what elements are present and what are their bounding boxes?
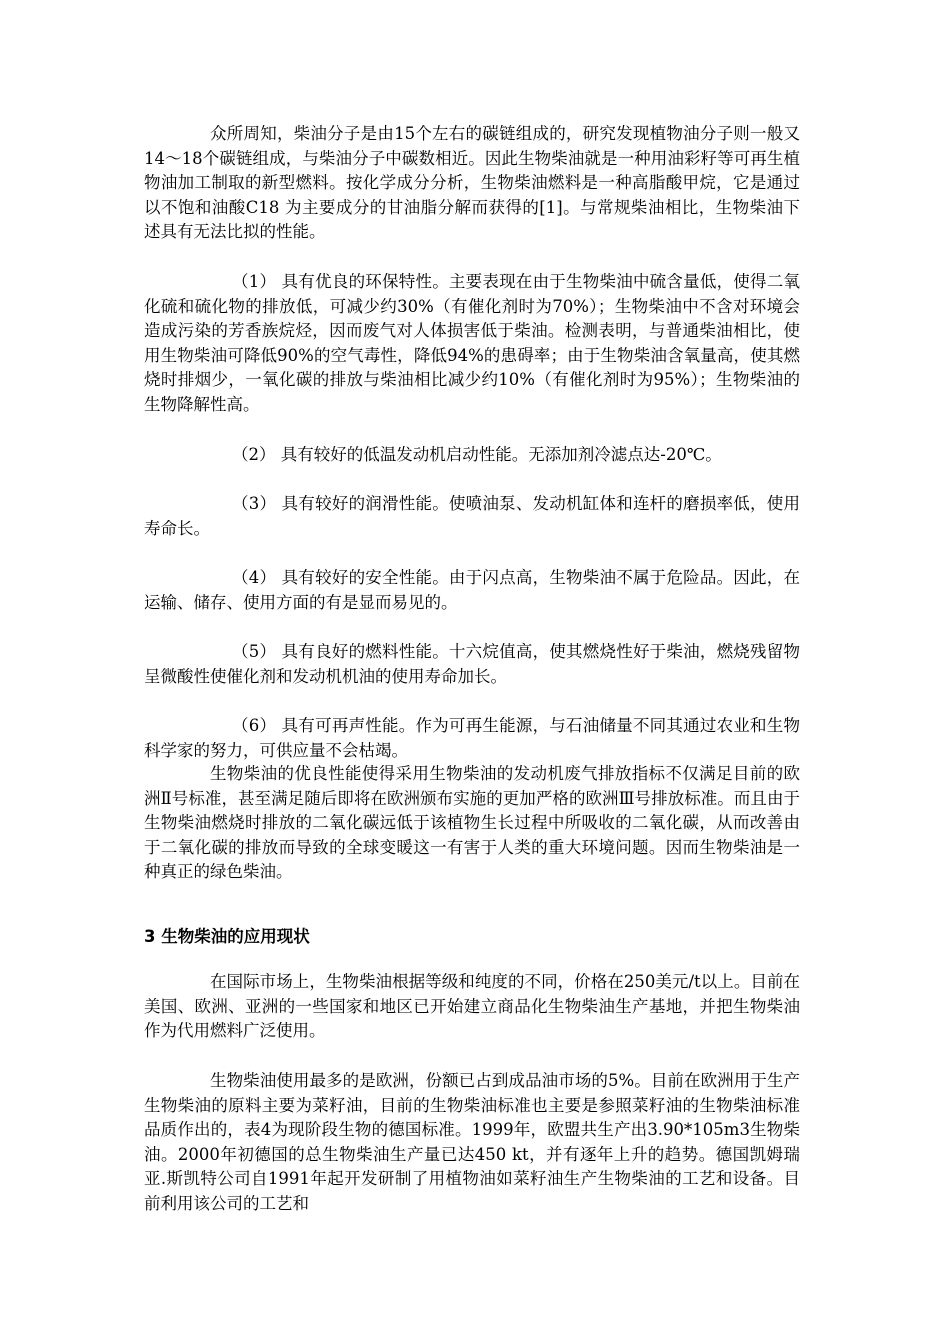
property-item-4: （4） 具有较好的安全性能。由于闪点高，生物柴油不属于危险品。因此，在运输、储存、使用方面的有是显而易见的。 — [144, 568, 800, 612]
market-paragraph: 在国际市场上，生物柴油根据等级和纯度的不同，价格在250美元/t以上。目前在美国、欧洲、亚洲的一些国家和地区已开始建立商品化生物柴油生产基地，并把生物柴油作为代用燃料广泛使用。 — [144, 972, 800, 1041]
property-item-1: （1） 具有优良的环保特性。主要表现在由于生物柴油中硫含量低，使得二氧化硫和硫化物的排放低，可减少约30%（有催化剂时为70%）；生物柴油中不含对环境会造成污染的芳香族烷烃，因而废气对人体损害低于柴油。检测表明，与普通柴油相比，使用生物柴油可降低90%的空气毒性，降低94%的患碍率；由于生物柴油含氧量高，使其燃烧时排烟少，一氧化碳的排放与柴油相比减少约10%（有催化剂时为95%）；生物柴油的生物降解性高。 — [144, 272, 800, 414]
property-item-6: （6） 具有可再声性能。作为可再生能源，与石油储量不同其通过农业和生物科学家的努力，可供应量不会枯竭。 — [144, 716, 800, 760]
intro-paragraph: 众所周知，柴油分子是由15个左右的碳链组成的，研究发现植物油分子则一般又14～18个碳链组成，与柴油分子中碳数相近。因此生物柴油就是一种用油彩籽等可再生植物油加工制取的新型燃料。按化学成分分析，生物柴油燃料是一种高脂酸甲烷，它是通过以不饱和油酸C18 为主要成分的甘油脂分解而获得的[1]。与常规柴油相比，生物柴油下述具有无法比拟的性能。 — [144, 124, 800, 242]
summary-paragraph: 生物柴油的优良性能使得采用生物柴油的发动机废气排放指标不仅满足目前的欧洲Ⅱ号标准，甚至满足随后即将在欧洲颁布实施的更加严格的欧洲Ⅲ号排放标准。而且由于生物柴油燃烧时排放的二氧化碳远低于该植物生长过程中所吸收的二氧化碳，从而改善由于二氧化碳的排放而导致的全球变暖这一有害于人类的重大环境问题。因而生物柴油是一种真正的绿色柴油。 — [144, 764, 800, 882]
property-item-2: （2） 具有较好的低温发动机启动性能。无添加剂冷滤点达-20℃。 — [232, 445, 722, 464]
property-item-3: （3） 具有较好的润滑性能。使喷油泵、发动机缸体和连杆的磨损率低，使用寿命长。 — [144, 494, 800, 538]
europe-paragraph: 生物柴油使用最多的是欧洲，份额已占到成品油市场的5%。目前在欧洲用于生产生物柴油的原料主要为菜籽油，目前的生物柴油标准也主要是参照菜籽油的生物柴油标准品质作出的，表4为现阶段生物的德国标准。1999年，欧盟共生产出3.90*105m3生物柴油。2000年初德国的总生物柴油生产量已达450 kt，并有逐年上升的趋势。德国凯姆瑞亚.斯凯特公司自1991年起开发研制了用植物油如菜籽油生产生物柴油的工艺和设备。目前利用该公司的工艺和 — [144, 1071, 800, 1213]
section-heading: 3 生物柴油的应用现状 — [144, 927, 310, 946]
property-item-5: （5） 具有良好的燃料性能。十六烷值高，使其燃烧性好于柴油，燃烧残留物呈微酸性使催化剂和发动机机油的使用寿命加长。 — [144, 642, 800, 686]
